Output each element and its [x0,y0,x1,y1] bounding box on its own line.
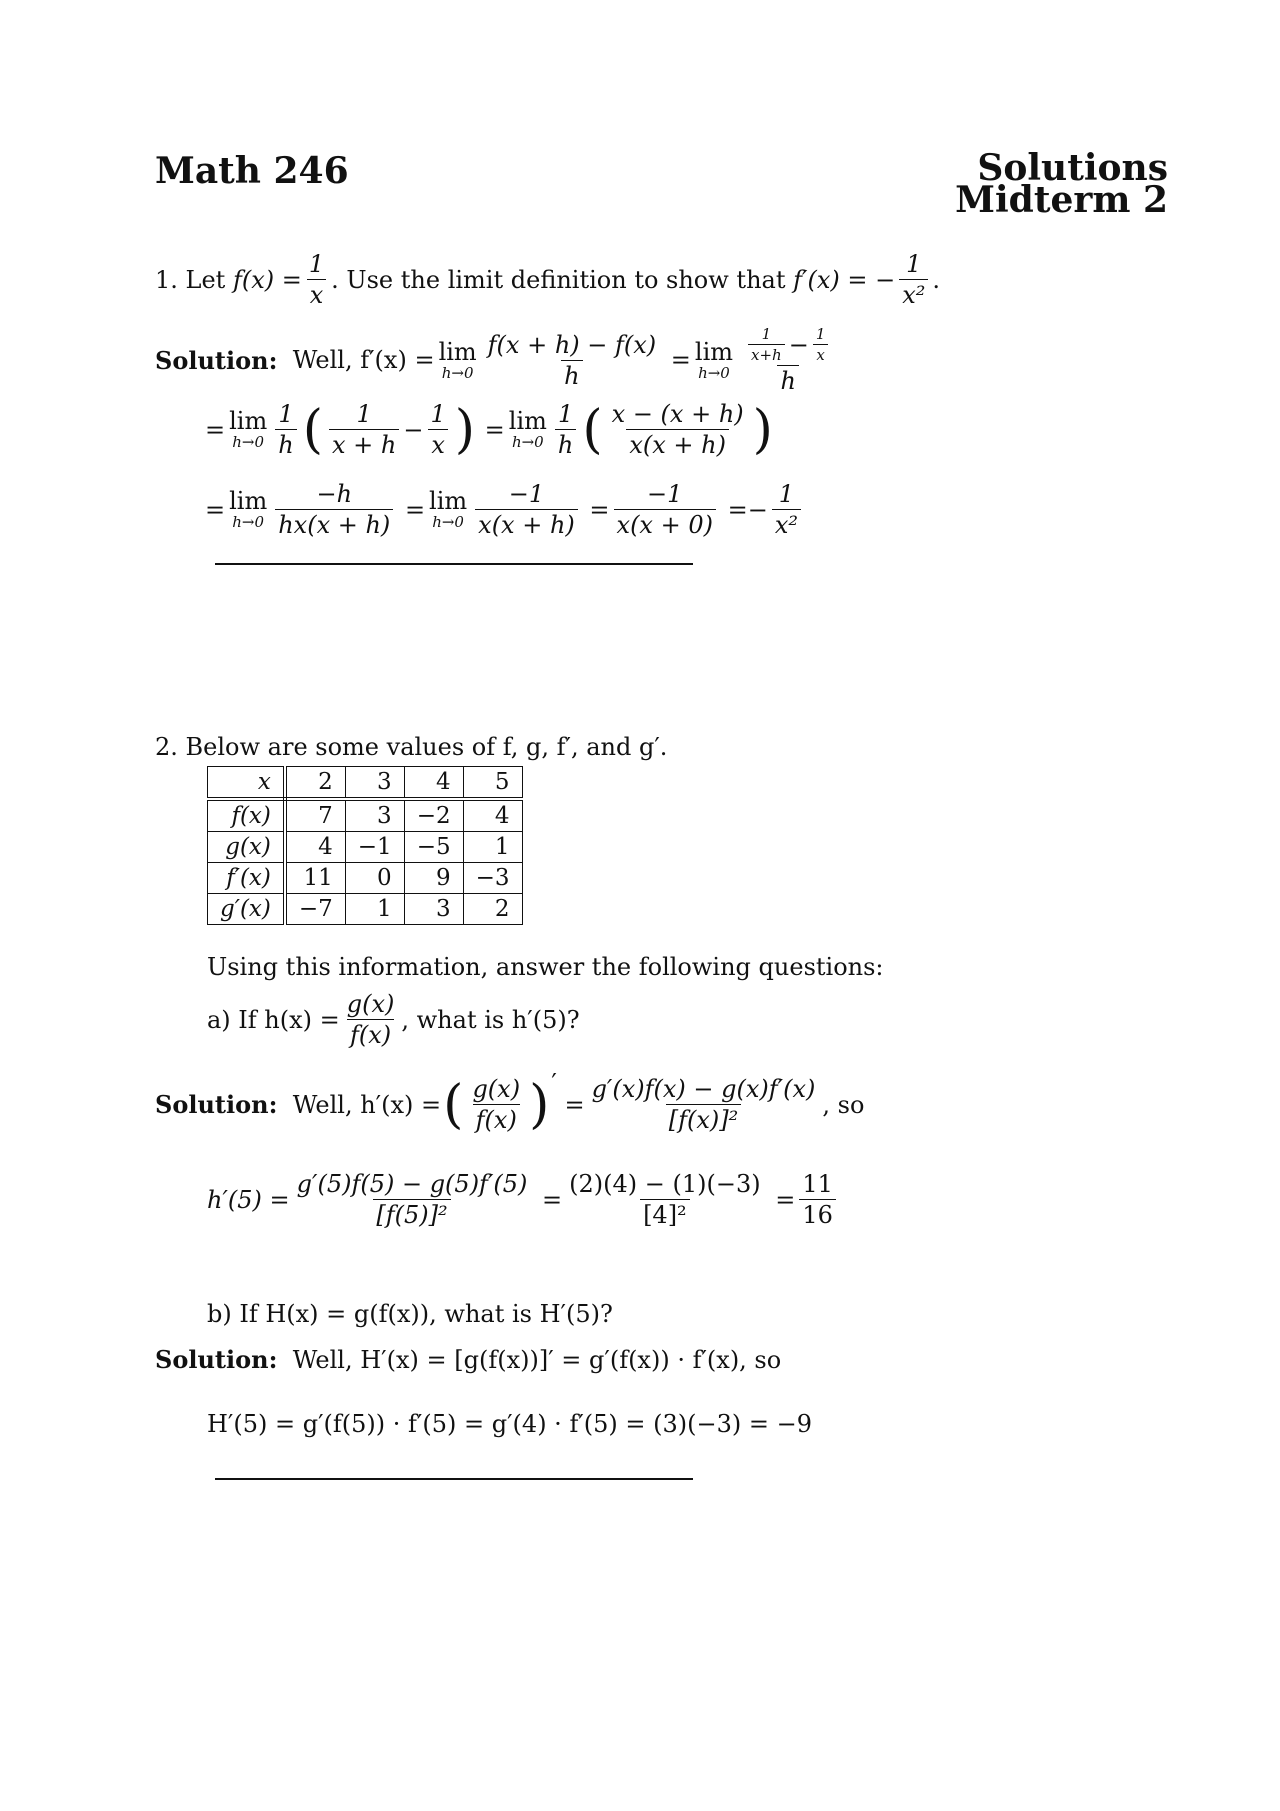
frac-1-over-x [427,400,448,459]
equals: = [404,495,426,524]
table-row [208,832,523,863]
table-cell: 4 [285,832,345,863]
right-paren: ) [529,1074,550,1135]
table-row-label: x [208,767,285,800]
h5-label: h′(5) = [207,1185,290,1214]
lim-sub: h→0 [232,513,265,531]
part-b-result: H′(5) = g′(f(5)) · f′(5) = g′(4) · f′(5) = (3)(−3) = −9 [207,1410,812,1438]
so-text: , so [822,1090,865,1119]
equals: = [205,495,226,524]
frac-den: 16 [799,1199,836,1229]
neg-h-fraction [275,480,393,539]
table-row-label: f(x) [208,799,285,832]
frac-num: 1 [557,400,574,428]
part-b-question: b) If H(x) = g(f(x)), what is H′(5)? [207,1300,613,1328]
g-over-f [344,990,398,1049]
table-cell: 0 [345,863,404,894]
problem1-statement: 1. Let f(x) = $\frac{1}{x}$ . Use the limit definition to show that f′(x) = − $\frac{1}{\text{x²}}$ . [155,250,940,309]
table-cell: −7 [285,894,345,925]
frac-num: −1 [647,480,683,508]
frac-num: g(x) [472,1075,521,1103]
using-info-text: Using this information, answer the following questions: [207,953,884,981]
limit [509,409,547,450]
p1-solution-line2 [205,400,775,459]
doc-title [955,147,1168,221]
p1-fpx: f′(x) = − [793,265,896,294]
lim-sub: h→0 [232,433,265,451]
table-cell: 2 [463,894,522,925]
p1-frac-1-over-x [306,250,327,309]
minus: − [788,330,809,359]
frac-num: 1 [308,250,325,278]
frac-num: x − (x + h) [611,400,744,428]
table-cell: 7 [285,799,345,832]
frac-den: f(x) [347,1019,394,1049]
table-row [208,894,523,925]
frac-den: f(x) [473,1104,520,1134]
frac-num: 1 [761,325,772,343]
limit [694,337,734,382]
table-cell: 3 [345,799,404,832]
table-cell: 4 [463,799,522,832]
small-frac [748,325,785,364]
frac-num: g′(5)f(5) − g(5)f′(5) [296,1170,528,1198]
doc-title-line2: Midterm 2 [955,179,1168,221]
equals: = [484,415,505,444]
table-cell: −3 [463,863,522,894]
solution-intro: Well, h′(x) = [292,1090,442,1119]
frac-num: g′(x)f(x) − g(x)f′(x) [591,1075,816,1103]
left-paren: ( [443,1074,464,1135]
limit [229,489,267,530]
frac-num: 1 [430,400,446,428]
frac-num: 1 [278,400,294,428]
frac-num: −1 [508,480,545,508]
part-b-solution-text: Well, H′(x) = [g(f(x))]′ = g′(f(x)) · f′(x), so [292,1345,782,1374]
neg-one-fraction [475,480,578,539]
quotient-at-5 [294,1170,531,1229]
limit [438,337,477,382]
frac-num: 11 [802,1170,833,1198]
frac-num: g(x) [346,990,395,1018]
solution-label: Solution: [155,1090,278,1119]
part-a-solution-line2 [207,1170,840,1229]
equals: = [589,495,610,524]
left-paren: ( [582,399,603,460]
compound-fraction [741,325,835,395]
numeric-quotient [566,1170,763,1229]
frac-den: x + h [329,429,399,459]
lim-sub: h→0 [432,513,464,531]
combined-fraction [609,400,747,459]
frac-num: 1 [778,480,795,508]
frac-den: h [275,429,296,459]
table-cell: 5 [463,767,522,800]
table-row-label: g′(x) [208,894,285,925]
right-paren: ) [454,399,476,460]
difference-quotient [485,331,659,390]
p1-middle: . Use the limit definition to show that [331,265,786,294]
course-title: Math 246 [155,150,349,192]
frac-den: x [813,344,827,364]
lim-sub: h→0 [698,363,730,382]
lim-text: lim [429,487,468,515]
p1-prefix: 1. Let [155,265,226,294]
left-paren: ( [302,399,323,460]
solution-intro: Well, f′(x) = [292,346,435,374]
table-cell: 3 [404,894,463,925]
equals: = [727,495,748,524]
table-cell: −1 [345,832,404,863]
table-cell: −5 [404,832,463,863]
frac-den: x [307,279,327,309]
doc-title-line1: Solutions [977,147,1168,189]
frac-den: h [777,365,798,395]
table-row [208,799,523,832]
table-cell: 9 [404,863,463,894]
small-frac [813,325,829,364]
equals: = [542,1185,563,1214]
table-cell: 4 [404,767,463,800]
quotient-rule [589,1075,819,1134]
equals: = [670,346,691,374]
table-cell: −2 [404,799,463,832]
minus: − [403,415,424,444]
frac-num: 1 [356,400,372,428]
frac-num [741,325,835,365]
frac-num: 1 [906,250,922,278]
frac-den: x² [899,279,928,309]
frac-num: −h [316,480,353,508]
g-over-f [469,1075,523,1134]
equals: = [205,415,226,444]
lim-sub: h→0 [511,433,544,451]
table-cell: 1 [345,894,404,925]
frac-den: x+h [748,344,785,364]
frac-den: x² [772,509,801,539]
lim-text: lim [438,337,477,366]
table-row [208,863,523,894]
lim-text: lim [229,487,268,515]
table-header-row [208,767,523,800]
limit [429,489,467,530]
right-paren: ) [752,399,773,460]
part-a-suffix: , what is h′(5)? [401,1005,580,1034]
table-row-label: f′(x) [208,863,285,894]
p1-fx: f(x) = [232,265,302,294]
part-b-solution-line1 [155,1345,781,1374]
frac-den: x(x + 0) [614,509,716,539]
frac-den: h [561,360,582,390]
solution-label: Solution: [155,1345,278,1374]
p1-solution-line1 [155,325,839,395]
solution-label: Solution: [155,345,278,375]
table-cell: 2 [285,767,345,800]
prime-mark: ′ [551,1069,557,1097]
frac-den: h [555,429,576,459]
frac-den: [f(x)]² [666,1104,742,1134]
neg-one-x0-fraction [614,480,716,539]
lim-text: lim [694,337,734,366]
result-fraction [772,480,801,539]
table-cell: 1 [463,832,522,863]
values-table [207,766,523,925]
table-cell: 11 [285,863,345,894]
p1-solution-line3 [205,480,805,539]
table-row-label: g(x) [208,832,285,863]
minus: − [747,495,768,524]
part-a-question [207,990,580,1049]
frac-1-over-xph [329,400,399,459]
frac-den: x(x + h) [475,509,578,539]
frac-num: (2)(4) − (1)(−3) [569,1170,761,1198]
limit [229,409,267,450]
equals: = [564,1090,585,1119]
lim-sub: h→0 [441,363,474,382]
frac-den: [f(5)]² [373,1199,450,1229]
one-over-h [275,400,296,459]
frac-num: f(x + h) − f(x) [487,330,657,359]
one-over-h [555,400,576,459]
table-cell: 3 [345,767,404,800]
part-a-prefix: a) If h(x) = [207,1005,340,1034]
frac-num: 1 [815,325,826,343]
p1-frac-1-over-x2 [899,250,928,309]
separator-rule [215,563,693,565]
frac-den: hx(x + h) [275,509,393,539]
lim-text: lim [508,407,547,435]
frac-den: x(x + h) [626,429,729,459]
part-a-solution-line1 [155,1069,865,1135]
result-11-16 [799,1170,836,1229]
equals: = [775,1185,796,1214]
separator-rule [215,1478,693,1480]
frac-den: [4]² [640,1199,690,1229]
lim-text: lim [229,407,268,435]
frac-den: x [428,429,448,459]
problem2-statement: 2. Below are some values of f, g, f′, and g′. [155,733,668,761]
